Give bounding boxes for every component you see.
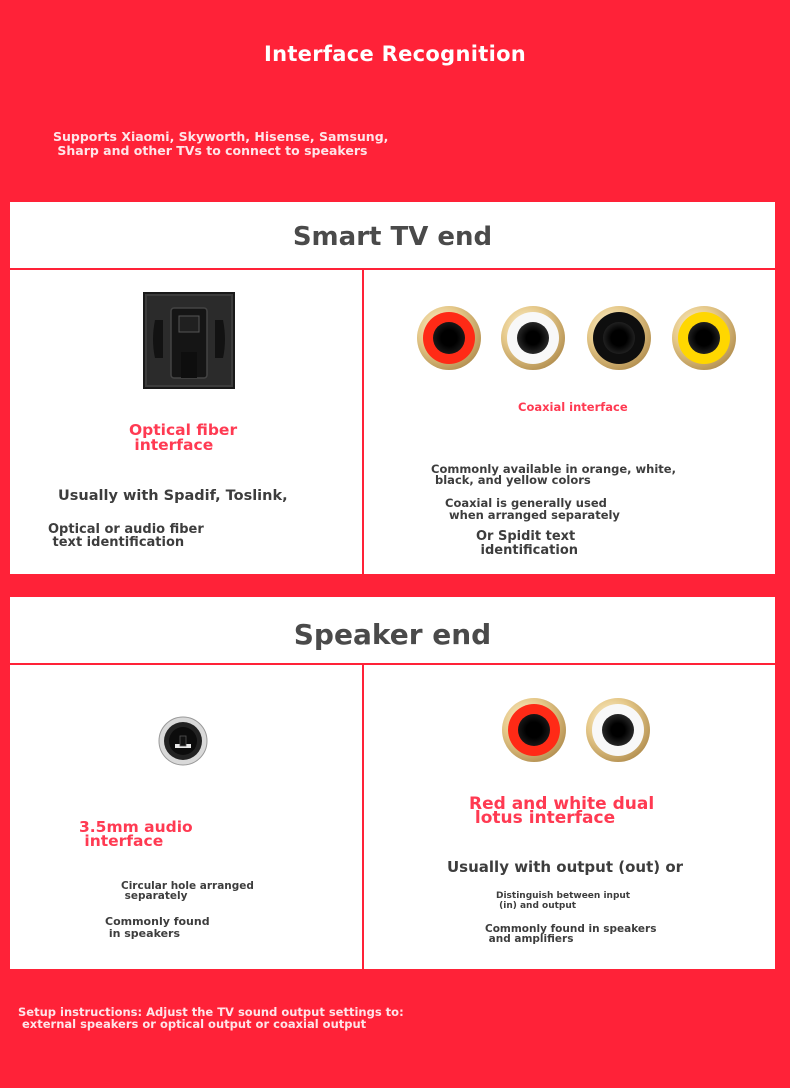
orange-jack-icon <box>417 306 481 370</box>
dual-lotus-desc-2: Distinguish between input (in) and output <box>496 891 631 911</box>
page-subtitle: Supports Xiaomi, Skyworth, Hisense, Samsung, Sharp and other TVs to connect to speakers <box>53 129 389 158</box>
speaker-panel <box>10 597 775 969</box>
dual-lotus-desc-3: Commonly found in speakers and amplifiers <box>485 923 657 945</box>
red-jack-icon <box>502 698 566 762</box>
audio-35mm-desc-1: Circular hole arranged separately <box>121 880 254 902</box>
optical-port-icon <box>143 292 235 389</box>
white-jack-icon <box>501 306 565 370</box>
smart-tv-heading-bar <box>10 202 775 270</box>
coaxial-label: Coaxial interface <box>518 400 628 414</box>
coaxial-desc-3: Or Spidit text identification <box>476 529 579 558</box>
white-jack-icon <box>586 698 650 762</box>
coaxial-desc-1: Commonly available in orange, white, black, and yellow colors <box>431 462 676 487</box>
page-title: Interface Recognition <box>263 42 527 66</box>
dual-lotus-jacks <box>502 698 652 764</box>
coaxial-jacks <box>417 306 737 372</box>
coaxial-desc-2: Coaxial is generally used when arranged separately <box>445 496 620 522</box>
speaker-heading-bar <box>10 597 775 665</box>
speaker-heading: Speaker end <box>293 618 492 651</box>
speaker-divider <box>362 665 364 969</box>
yellow-jack-icon <box>672 306 736 370</box>
setup-instructions: Setup instructions: Adjust the TV sound output settings to: external speakers or optical output or coaxial output <box>18 1005 404 1031</box>
dual-lotus-desc-1: Usually with output (out) or <box>447 858 684 876</box>
black-jack-icon <box>587 306 651 370</box>
smart-tv-heading: Smart TV end <box>292 222 493 252</box>
audio-35mm-desc-2: Commonly found in speakers <box>105 915 210 940</box>
optical-desc-2: Optical or audio fiber text identification <box>48 522 204 550</box>
audio-35mm-port-icon <box>158 716 208 766</box>
optical-label: Optical fiber interface <box>129 421 238 454</box>
smart-tv-divider <box>362 270 364 574</box>
dual-lotus-label: Red and white dual lotus interface <box>469 794 655 828</box>
optical-desc-1: Usually with Spadif, Toslink, <box>58 488 288 504</box>
audio-35mm-label: 3.5mm audio interface <box>79 818 193 850</box>
smart-tv-panel <box>10 202 775 574</box>
